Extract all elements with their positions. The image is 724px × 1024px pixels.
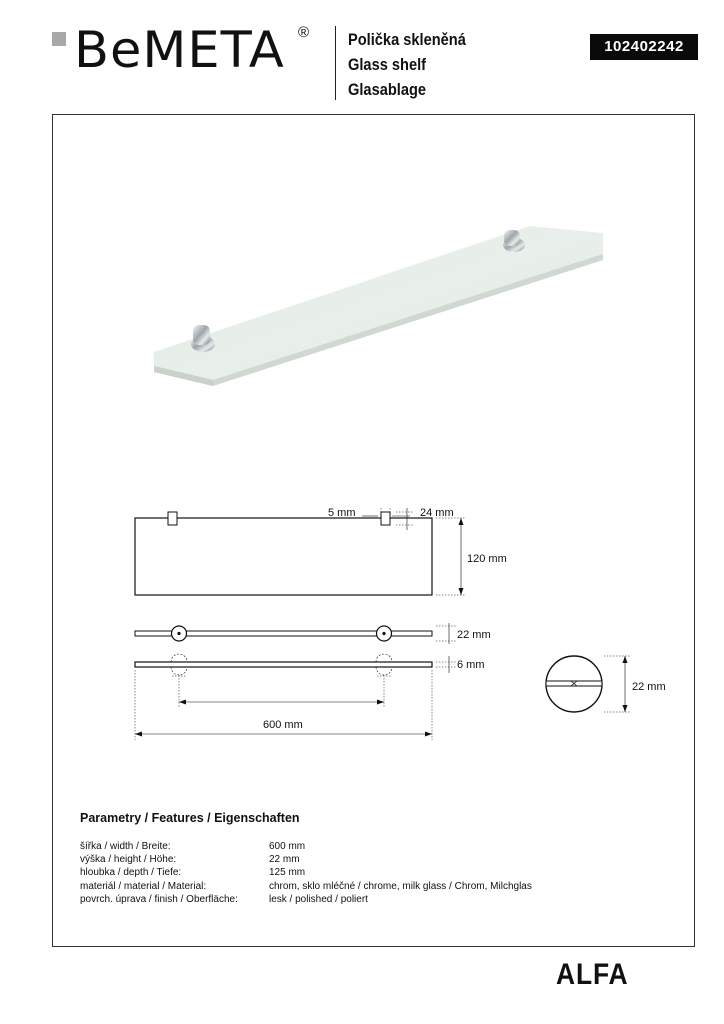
table-row — [80, 893, 532, 906]
glass-shelf-top — [154, 226, 603, 386]
glass-side-view — [135, 662, 432, 667]
feature-value: 22 mm — [269, 854, 300, 866]
feature-value: 600 mm — [269, 841, 306, 852]
feature-value: chrom, sklo mléčné / chrome, milk glass / Chrom, Milchglas — [269, 880, 532, 892]
dim-bracket-width: 5 mm — [328, 507, 356, 519]
brand-logo: BeMETA — [74, 21, 285, 79]
feature-label: šířka / width / Breite: — [80, 841, 171, 852]
registered-mark: ® — [298, 24, 310, 41]
table-row — [80, 880, 532, 893]
feature-label: hloubka / depth / Tiefe: — [80, 867, 182, 879]
dim-top-height: 22 mm — [457, 629, 491, 641]
table-row — [80, 840, 532, 853]
dim-bracket-height: 24 mm — [420, 507, 454, 519]
feature-label: povrch. úprava / finish / Oberfläche: — [80, 893, 238, 905]
features-table — [80, 840, 532, 906]
bracket-detail-view — [546, 656, 602, 712]
features-title: Parametry / Features / Eigenschaften — [80, 811, 300, 825]
dim-depth: 120 mm — [467, 553, 507, 565]
title-de: Glasablage — [348, 80, 427, 99]
table-row — [80, 866, 532, 879]
feature-label: výška / height / Höhe: — [80, 854, 177, 866]
feature-value: 125 mm — [269, 867, 306, 879]
dim-bracket-diameter: 22 mm — [632, 681, 666, 693]
series-name: ALFA — [556, 958, 629, 991]
shelf-outline — [135, 518, 432, 595]
product-code: 102402242 — [590, 34, 698, 60]
title-cz: Polička skleněná — [348, 30, 466, 49]
table-row — [80, 853, 532, 866]
dim-length: 600 mm — [263, 719, 303, 731]
dim-glass-thickness: 6 mm — [457, 659, 485, 671]
bracket-left — [191, 325, 215, 352]
feature-value: lesk / polished / poliert — [269, 893, 368, 905]
title-en: Glass shelf — [348, 55, 427, 74]
technical-drawing — [0, 490, 724, 750]
feature-label: materiál / material / Material: — [80, 880, 207, 892]
